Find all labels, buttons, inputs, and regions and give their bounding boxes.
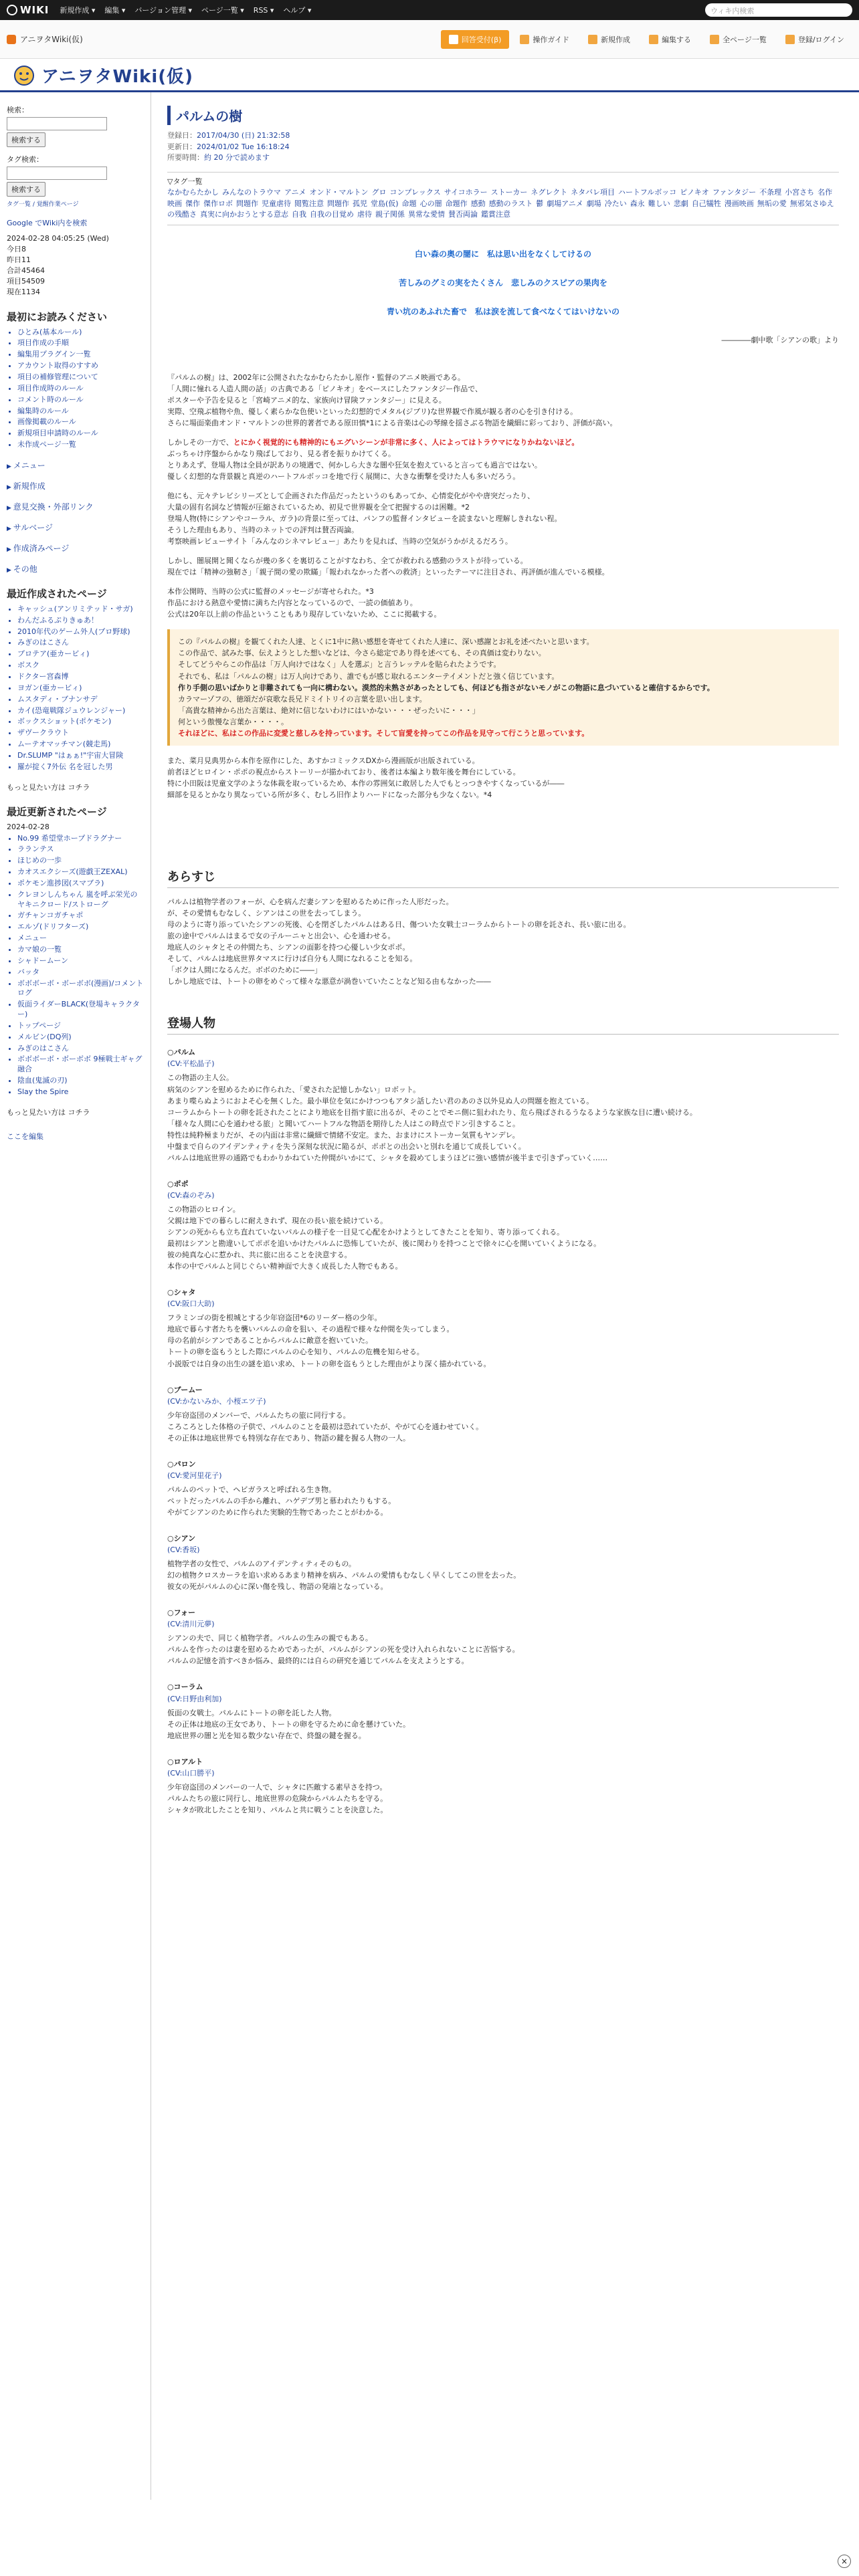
character-name: ○シアン bbox=[167, 1534, 196, 1543]
tag-link[interactable]: なかむらたかし bbox=[167, 188, 219, 197]
character-entry bbox=[167, 1756, 839, 1816]
meta-value: 2024/01/02 Tue 16:18:24 bbox=[197, 142, 290, 151]
wiki-logo-icon bbox=[7, 5, 17, 15]
background-line: そうした理由もあり、当時のネットでの評判は賛否両論。 bbox=[167, 526, 359, 535]
character-cv[interactable]: (CV:愛河里花子) bbox=[167, 1471, 222, 1480]
sidebar-updated-item[interactable]: • メルビン(DQ列) bbox=[17, 1033, 144, 1043]
poem-block bbox=[167, 248, 839, 317]
sidebar-latest-item[interactable]: • ヨガン(亜カービィ) bbox=[17, 683, 144, 693]
character-name: ○パロン bbox=[167, 1459, 196, 1469]
character-cv[interactable]: (CV:山口勝平) bbox=[167, 1768, 215, 1778]
user-icon bbox=[785, 35, 795, 44]
character-entry bbox=[167, 1459, 839, 1518]
sidebar-updated-item[interactable]: • 仮面ライダーBLACK(登場キャラクター) bbox=[17, 1000, 144, 1020]
sidebar-category[interactable]: ▶ 作成済みページ bbox=[7, 542, 144, 554]
tag-link[interactable]: 問題作 bbox=[327, 199, 349, 208]
character-cv[interactable]: (CV:日野由利加) bbox=[167, 1694, 222, 1703]
updated-date: 2024-02-28 bbox=[7, 822, 50, 831]
character-description bbox=[167, 1632, 839, 1667]
message-line: 何という傲慢な言葉か・・・・。 bbox=[178, 717, 288, 726]
tag-link[interactable]: アニメ bbox=[284, 188, 306, 197]
characters-heading: 登場人物 bbox=[167, 1014, 839, 1035]
tag-link[interactable]: 無垢の愛 bbox=[757, 199, 787, 208]
character-entry bbox=[167, 1178, 839, 1272]
tag-link[interactable]: オンド・マルトン bbox=[309, 188, 369, 197]
tag-link[interactable]: 劇場 bbox=[586, 199, 601, 208]
close-icon[interactable]: × bbox=[838, 2555, 851, 2568]
tag-link[interactable]: 命題 bbox=[401, 199, 417, 208]
more-link-1[interactable]: もっと見たい方は コチラ bbox=[7, 782, 90, 792]
sidebar-latest-item[interactable]: • ムスタディ・ブナンサデ bbox=[17, 695, 144, 705]
sidebar-latest-item[interactable]: • カイ(恐竜戦隊ジュウレンジャー) bbox=[17, 706, 144, 716]
menu-help[interactable]: ヘルプ ▾ bbox=[283, 6, 312, 15]
tag-search-button[interactable]: 検索する bbox=[7, 182, 45, 197]
chat-icon bbox=[449, 35, 458, 44]
character-line: コーラムからトートの卵を託されたことにより地底を目指す旅に出るが、そのことでモニ側に狙われたり、危ら飛ばされるうなるような家族な目に遭い続ける。 bbox=[167, 1107, 697, 1117]
latest-created-list bbox=[7, 605, 144, 772]
guide-icon bbox=[520, 35, 529, 44]
character-line: その正体は地底世界でも特別な存在であり、物語の鍵を握る人物の一人。 bbox=[167, 1433, 410, 1442]
tag-list bbox=[167, 172, 839, 225]
sidebar-updated-item[interactable]: • みぎのはこさん bbox=[17, 1044, 144, 1054]
tag-link[interactable]: 児童虐待 bbox=[262, 199, 291, 208]
sidebar-updated-item[interactable]: • バッタ bbox=[17, 968, 144, 978]
poem-line: 苦しみのグミの実をたくさん 悲しみのクスピアの果肉を bbox=[399, 278, 607, 288]
character-line: フラミンゴの街を根城とする少年窃盗団*6のリーダー格の少年。 bbox=[167, 1313, 382, 1323]
tag-link[interactable]: サイコホラー bbox=[444, 188, 488, 197]
site-title[interactable]: アニヲタWiki(仮) bbox=[41, 67, 193, 87]
menu-version[interactable]: バージョン管理 ▾ bbox=[134, 6, 192, 15]
intro-line: 実際、空飛ぶ植物や魚、優しく素らかな色使いといった幻想的でメタル(ジブリ)な世界観で作風が観る者の心を引き付ける。 bbox=[167, 407, 578, 416]
tag-link[interactable]: 自我の目覚め bbox=[310, 210, 354, 219]
character-line: 父親は地下での暮らしに耐えきれず、現在の長い旅を続けている。 bbox=[167, 1216, 388, 1225]
tag-heading: ▽タグ一覧 bbox=[167, 177, 203, 186]
tag-link[interactable]: 冷たい bbox=[604, 199, 627, 208]
sidebar-updated-item[interactable]: • ポケモン進捗図(スマブラ) bbox=[17, 879, 144, 889]
all-pages-button[interactable]: 全ページ一覧 bbox=[702, 30, 775, 49]
tag-link[interactable]: 問題作 bbox=[236, 199, 258, 208]
character-entry bbox=[167, 1533, 839, 1592]
sidebar-read-first-item[interactable]: • 項目の補修管理について bbox=[17, 372, 144, 383]
character-line: 彼の純真な心に惹かれ、共に旅に出ることを決意する。 bbox=[167, 1251, 352, 1260]
tag-link[interactable]: 感動 bbox=[470, 199, 486, 208]
read-first-list bbox=[7, 328, 144, 450]
character-line: パルムを作ったのは妻を慰めるためであったが、パルムがシアンの死を受け入れられないことに苦悩する。 bbox=[167, 1645, 520, 1654]
tag-link[interactable]: 鬱 bbox=[536, 199, 544, 208]
page-meta bbox=[167, 130, 839, 164]
character-entry bbox=[167, 1384, 839, 1444]
character-line: この物語の主人公。 bbox=[167, 1073, 233, 1083]
synopsis-line: そして、パルムは地底世界タマスに行けば自分も人間になれることを知る。 bbox=[167, 954, 417, 964]
message-line: この作品で、試みた事、伝えようとした想いなどは、今さら総定であり得を述べても、その真価は変わりない。 bbox=[178, 649, 546, 658]
recently-updated-heading: 最近更新されたページ bbox=[7, 805, 107, 818]
character-line: ころころとした体格の子供で、パルムのことを最初は恐れていたが、やがて心を通わせていく。 bbox=[167, 1422, 484, 1431]
comic-line: 特に小田阪は児童文学のような体裁を取っているため、本作の雰囲気に敢居した人でもとっつきやすくなっているが―― bbox=[167, 778, 565, 788]
tag-link[interactable]: 傑作 bbox=[185, 199, 200, 208]
search-label: 検索： bbox=[7, 106, 29, 114]
sidebar-latest-item[interactable]: • 2010年代のゲーム外人(プロ野球) bbox=[17, 627, 144, 637]
tag-link[interactable]: ピノキオ bbox=[680, 188, 709, 197]
menu-new[interactable]: 新規作成 ▾ bbox=[60, 6, 96, 15]
sidebar-read-first-item[interactable]: • 項目作成時のルール bbox=[17, 384, 144, 394]
character-name: ○ブームー bbox=[167, 1385, 203, 1394]
sidebar-latest-item[interactable]: • みぎのはこさん bbox=[17, 638, 144, 648]
character-entry bbox=[167, 1681, 839, 1741]
site-icon bbox=[7, 35, 16, 44]
sidebar-updated-item[interactable]: • エルゾ(ドリフターズ) bbox=[17, 922, 144, 932]
tag-search-label: タグ検索： bbox=[7, 155, 43, 164]
sidebar-read-first-item[interactable]: • 未作成ページ一覧 bbox=[17, 440, 144, 450]
sidebar-latest-item[interactable]: • ドクター宮森博 bbox=[17, 672, 144, 682]
character-name: ○シャタ bbox=[167, 1288, 196, 1297]
character-name: ○ロアルト bbox=[167, 1757, 203, 1766]
character-line: シャタが敗北したことを知り、パルムと共に戦うことを決意した。 bbox=[167, 1805, 388, 1814]
tag-link[interactable]: ハートフルボッコ bbox=[618, 188, 677, 197]
character-line: あまり喋らぬようにおよそ心を無くした。最小単位を気にかけつつもアタシ話したい君のあのさ以外見ぬ人の問題を抱えている。 bbox=[167, 1096, 594, 1105]
page-title: パルムの樹 bbox=[167, 106, 839, 125]
intro-line: さらに場面楽曲オンド・マルトンの世界的著者である原田慎*1による音楽は心の琴線を揺さぶる物語を繊細に彩っており、評価が高い。 bbox=[167, 418, 617, 427]
sidebar-updated-item[interactable]: • メニュー bbox=[17, 934, 144, 944]
sidebar-read-first-item[interactable]: • アカウント取得のすすめ bbox=[17, 361, 144, 371]
menu-rss[interactable]: RSS ▾ bbox=[253, 5, 274, 15]
sidebar-updated-item[interactable]: • シャドームーン bbox=[17, 956, 144, 966]
tag-search-input[interactable] bbox=[7, 167, 107, 180]
access-stats: 2024-02-28 04:05:25 (Wed) 今日8 昨日11 合計45464 項目54509 現在1134 bbox=[7, 234, 109, 296]
intro-paragraph bbox=[167, 372, 839, 429]
sidebar-updated-item[interactable]: • ラランテス bbox=[17, 845, 144, 855]
character-line: 「様々な人間に心を通わせる旅」と聞いてハートフルな物語を期待した人はこの時点でドン引きすること。 bbox=[167, 1119, 520, 1128]
new-page-button[interactable]: 新規作成 bbox=[580, 30, 638, 49]
tag-link[interactable]: 真実に向かおうとする意志 bbox=[200, 210, 288, 219]
character-cv[interactable]: (CV:清川元夢) bbox=[167, 1620, 215, 1629]
sidebar-updated-item[interactable]: • 陰血(鬼滅の刃) bbox=[17, 1076, 144, 1086]
character-line: 特性は純粋極まりだが、その内面は非常に繊細で情緒不安定。また、おまけにストーカー気質もヤンデレ。 bbox=[167, 1130, 520, 1140]
top-menu-bar bbox=[0, 0, 859, 20]
synopsis-line: 地底人のシャタとその仲間たち、シアンの面影を持つ心優しい少女ポポ。 bbox=[167, 943, 410, 952]
background-line: 考察映画レビューサイト「みんなのシネマレビュー」あたりを見れば、当時の空気がうかがえるだろう。 bbox=[167, 537, 512, 546]
login-button[interactable]: 登録/ログイン bbox=[777, 30, 852, 49]
sidebar-updated-item[interactable]: • カオスエクシーズ(遊戯王ZEXAL) bbox=[17, 867, 144, 877]
character-line: この物語のヒロイン。 bbox=[167, 1204, 240, 1214]
category-list bbox=[7, 459, 144, 574]
site-toolbar bbox=[0, 20, 859, 59]
tag-link[interactable]: 難しい bbox=[648, 199, 670, 208]
background-line: 他にも、元々テレビシリーズとして企画された作品だったというのもあってか、心情変化がやや唐突だったり、 bbox=[167, 491, 535, 500]
character-line: 植物学者の女性で、パルムのアイデンティティそのもの。 bbox=[167, 1560, 356, 1569]
character-line: パルムのペットで、ヘビガラスと呼ばれる生き物。 bbox=[167, 1485, 337, 1494]
character-line: シアンの夫で、同じく植物学者。パルムの生みの親でもある。 bbox=[167, 1634, 373, 1643]
sidebar-updated-item[interactable]: • No.99 希望堂ホープドラグナー bbox=[17, 834, 144, 844]
character-cv[interactable]: (CV:平松晶子) bbox=[167, 1059, 215, 1069]
tag-link[interactable]: ネグレクト bbox=[531, 188, 568, 197]
character-line: ペットだったパルムの手から離れ、ハゲデブ男と慕われたりもする。 bbox=[167, 1496, 396, 1505]
tag-link[interactable]: ストーカー bbox=[490, 188, 528, 197]
character-line: 最初はシアンと勘違いしてポポを追いかけたパルムに恐怖していたが、後に関わりを持つことで徐々に心を開いていくようになる。 bbox=[167, 1239, 601, 1249]
character-description bbox=[167, 1410, 839, 1444]
sidebar-latest-item[interactable]: • ザヴークラウト bbox=[17, 728, 144, 738]
character-line: 地底で暮らす者たちを襲いパルムの命を狙い、その過程で様々な仲間を失ってしまう。 bbox=[167, 1325, 454, 1334]
meta-label: 所要時間： bbox=[167, 153, 204, 162]
meta-row bbox=[167, 142, 839, 153]
tag-link[interactable]: 賛否両論 bbox=[448, 210, 478, 219]
sidebar-latest-item[interactable]: • キャッシュ(アンリミテッド・サガ) bbox=[17, 605, 144, 615]
sidebar-updated-item[interactable]: • トップページ bbox=[17, 1021, 144, 1031]
message-line: それでも、私は「パルムの樹」は万人向けであり、誰でもが感じ取れるエンターテイメントだと強く信じています。 bbox=[178, 671, 559, 681]
poem-line: 白い森の奥の闇に 私は思い出をなくしてけるの bbox=[414, 249, 591, 259]
message-line: そしてどうやらこの作品は「万人向けではなく」人を選ぶ」と言うレッテルを貼られたようです。 bbox=[178, 660, 501, 669]
meta-row bbox=[167, 152, 839, 164]
synopsis-heading: あらすじ bbox=[167, 867, 839, 888]
message-intro-line: 公式は20年以上前の作品ということもあり現存していないため、ここに掲載する。 bbox=[167, 610, 442, 619]
character-cv[interactable]: (CV:かないみか、小桜エツ子) bbox=[167, 1396, 266, 1406]
background-line: 登場人物(特にシアンやコーラル、ガラ)の背景に至っては、パンフの監督インタビューを読まないと理解しきれない程。 bbox=[167, 514, 562, 524]
character-description bbox=[167, 1782, 839, 1816]
site-name[interactable]: アニヲタWiki(仮) bbox=[7, 33, 83, 45]
sidebar-read-first-item[interactable]: • 編集用プラグイン一覧 bbox=[17, 350, 144, 360]
character-cv[interactable]: (CV:阪口大助) bbox=[167, 1299, 215, 1309]
comic-line: また、菜月見典男から本作を原作にした、あすかコミックスDXから漫画版が出版されている。 bbox=[167, 756, 480, 765]
character-entry bbox=[167, 1047, 839, 1163]
character-line: 少年窃盗団のメンバーで、パルムたちの旅に同行する。 bbox=[167, 1410, 351, 1420]
character-name: ○ポポ bbox=[167, 1179, 189, 1188]
tag-link[interactable]: 孤児 bbox=[353, 199, 367, 208]
director-message-box bbox=[167, 629, 839, 745]
tag-link[interactable]: 感動のラスト bbox=[488, 199, 533, 208]
tag-link[interactable]: 心の闇 bbox=[419, 199, 442, 208]
intro-line: 「人間に憧れる人造人間の話」の古典である「ピノキオ」をベースにしたファンタジー作品で、 bbox=[167, 384, 483, 393]
google-search-link[interactable]: Google でWiki内を検索 bbox=[7, 219, 88, 227]
character-line: パルムは地底世界の通路でもわかりかねていた仲間がいかにて、シャタを殺めてしまうほどに強い感情が後半まで引きずっていく…… bbox=[167, 1153, 608, 1162]
sidebar-latest-item[interactable]: • プロテア(亜カービィ) bbox=[17, 649, 144, 659]
edit-sidebar-link[interactable]: ここを編集 bbox=[7, 1132, 43, 1141]
tag-list-link[interactable]: タグ一覧 / 覚醒作業ページ bbox=[7, 201, 79, 208]
edit-button[interactable]: 編集する bbox=[641, 30, 699, 49]
character-line: やがてシアンのために作られた実験的生物であったことがわかる。 bbox=[167, 1507, 388, 1517]
character-line: トートの卵を盗もうとした際にパルムの心を知り、パルムの危機を知らせる。 bbox=[167, 1348, 424, 1357]
sidebar-search-button[interactable]: 検索する bbox=[7, 132, 45, 147]
poem-source: ――――劇中歌「シアンの歌」より bbox=[721, 335, 839, 344]
sidebar-updated-item[interactable]: • カマ娘の一覧 bbox=[17, 945, 144, 955]
character-list bbox=[167, 1047, 839, 1816]
character-line: シアンの死からも立ち直れていないパルムの様子を一目見て心配をかけようとしてきたことを知り、寄り添ってくれる。 bbox=[167, 1228, 565, 1237]
synopsis-line: 母のように寄り添っていたシアンの死後、心を閉ざしたパルムはある日、傷ついた女戦士コーラムからトートの卵を託され、長い旅に出る。 bbox=[167, 920, 631, 930]
sidebar-updated-item[interactable]: • ガチャンコガチャポ bbox=[17, 911, 144, 921]
character-line: 彼女の死がパルムの心に深い傷を残し、物語の発端となっている。 bbox=[167, 1582, 388, 1592]
more-link-2[interactable]: もっと見たい方は コチラ bbox=[7, 1107, 90, 1117]
tag-link[interactable]: コンプレックス bbox=[389, 188, 441, 197]
tag-link[interactable]: ネタバレ項目 bbox=[571, 188, 615, 197]
background-paragraph bbox=[167, 490, 839, 547]
character-line: 少年窃盗団のメンバーの一人で、シャタに匹敵する素早さを持つ。 bbox=[167, 1782, 387, 1792]
comic-line: 細部を見るとかなり異なっている所が多く、むしろ旧作よりハードになった部分も少なくない。*4 bbox=[167, 790, 492, 799]
latest-created-heading: 最近作成されたページ bbox=[7, 587, 107, 600]
main-content bbox=[151, 92, 859, 2500]
tag-link[interactable]: 無邪気さゆえの残酷さ bbox=[167, 199, 834, 219]
message-line: カラマーゾフの、徳頌だが哀歌な長兄ドミイトリイの言葉を思い出します。 bbox=[178, 694, 427, 704]
tag-link[interactable]: みんなのトラウマ bbox=[222, 188, 281, 197]
wiki-logo[interactable]: WIKI bbox=[7, 4, 49, 16]
sidebar-category[interactable]: ▶ サルベージ bbox=[7, 522, 144, 533]
synopsis-line: パルムは植物学者のフォーが、心を病んだ妻シアンを慰めるために作った人形だった。 bbox=[167, 897, 454, 906]
synopsis-line: が、その愛情もむなしく、シアンはこの世を去ってしまう。 bbox=[167, 909, 366, 918]
wiki-search-input[interactable]: ウィキ内検索 bbox=[705, 3, 852, 17]
sidebar-category[interactable]: ▶ 新規作成 bbox=[7, 480, 144, 492]
comic-line: 前者ほどヒロイン・ポポの視点からストーリーが描かれており、後者は本編より数年後を舞台にしている。 bbox=[167, 767, 520, 776]
tag-link[interactable]: 悲劇 bbox=[673, 199, 688, 208]
sidebar-updated-item[interactable]: • ほじめの一歩 bbox=[17, 856, 144, 866]
character-name: ○フォー bbox=[167, 1608, 196, 1618]
site-mascot-icon bbox=[11, 64, 37, 87]
tag-link[interactable]: 親子関係 bbox=[375, 210, 405, 219]
menu-page-list[interactable]: ページ一覧 ▾ bbox=[201, 6, 244, 15]
tag-link[interactable]: ファンタジー bbox=[712, 188, 757, 197]
character-line: 仮面の女戦士。パルムにトートの卵を託した人物。 bbox=[167, 1708, 337, 1717]
character-entry bbox=[167, 1287, 839, 1369]
sidebar-updated-item[interactable]: • ボボボーボ・ボーボボ(漫画)/コメントログ bbox=[17, 979, 144, 999]
tag-link[interactable]: 自我 bbox=[292, 210, 306, 219]
tag-link[interactable]: 森永 bbox=[630, 199, 645, 208]
tag-link[interactable]: 不条理 bbox=[759, 188, 782, 197]
sidebar-category[interactable]: ▶ メニュー bbox=[7, 459, 144, 471]
message-line: 作り手側の思いばかりと非難されても一向に構わない。漠然的未熟さがあったとしても、何ほども指さがないモノがこの物語に息づいていると確信するからです。 bbox=[178, 683, 714, 692]
sidebar-latest-item[interactable]: • Dr.SLUMP "はぁぁ!"宇宙大冒険 bbox=[17, 751, 144, 761]
answer-button[interactable]: 回答受付(β) bbox=[441, 30, 510, 49]
sidebar-latest-item[interactable]: • ムーテオマッチマン(競走馬) bbox=[17, 740, 144, 750]
sidebar-updated-item[interactable]: • クレヨンしんちゃん 嵐を呼ぶ栄光のヤキニクロード/ストローグ bbox=[17, 890, 144, 910]
synopsis-paragraph bbox=[167, 896, 839, 987]
message-line: この『パルムの樹』を観てくれた人達、とくに1中に熱い感想を寄せてくれた人達に、深い感謝とお礼を述べたいと思います。 bbox=[178, 637, 594, 647]
sidebar-read-first-item[interactable]: • コメント時のルール bbox=[17, 395, 144, 405]
character-line: 母の名前がシアンであることからパルムに敵意を抱いていた。 bbox=[167, 1336, 373, 1346]
message-intro-line: 作品における熱意や愛情に満ちた内容となっているので、一読の価値あり。 bbox=[167, 599, 417, 608]
background-line: 大量の固有名詞など情報が圧縮されているため、初見で世界観を全て把握するのは困難。*2 bbox=[167, 502, 470, 512]
comic-paragraph bbox=[167, 755, 839, 800]
synopsis-line: しかし地底では、トートの卵をめぐって様々な悪意が渦巻いていたことなど知る由もなかった―― bbox=[167, 977, 491, 986]
intro-line: ポスターや予告を見ると「宮崎アニメ的な、家族向け冒険ファンタジー」に見える。 bbox=[167, 395, 446, 405]
sidebar-category[interactable]: ▶ 意見交換・外部リンク bbox=[7, 501, 144, 512]
tag-link[interactable]: 鑑賞注意 bbox=[481, 210, 510, 219]
message-intro-paragraph bbox=[167, 586, 839, 620]
message-line: それほどに、私はこの作品に変愛と慈しみを持っています。そして盲愛を持ってこの作品を見守って行こうと思っています。 bbox=[178, 728, 589, 738]
sidebar bbox=[0, 92, 151, 2500]
list-icon bbox=[710, 35, 719, 44]
character-line: パルムの記憶を消すべきか悩み、最終的には自らの研究を通じてパルムを支えようとする。 bbox=[167, 1656, 469, 1666]
sidebar-latest-item[interactable]: • 羅が掟く7外伝 名を冠した男 bbox=[17, 762, 144, 772]
character-description bbox=[167, 1204, 839, 1272]
intro-line: 『パルムの樹』は、2002年に公開されたなかむらたかし原作・監督のアニメ映画である。 bbox=[167, 372, 466, 382]
meta-value: 約 20 分で読めます bbox=[204, 153, 270, 162]
evaluation-paragraph: しかし、闇展開と聞くならが幾の多くを裏切ることがすなわち、全てが救われる感動のラストが待っている。 現在では「精神の強靭さ」「親子間の愛の欺瞞」「報われなかった者への救済」といったテーマに注目され、再評価が進んでいる模様。 bbox=[167, 556, 609, 577]
tag-link[interactable]: 傑作ロボ bbox=[203, 199, 233, 208]
character-cv[interactable]: (CV:森のぞみ) bbox=[167, 1190, 215, 1200]
sidebar-read-first-item[interactable]: • 新規項目申請時のルール bbox=[17, 429, 144, 439]
synopsis-line: 「ボクは人間になるんだ。ボボのために――」 bbox=[167, 966, 322, 975]
tag-link[interactable]: グロ bbox=[371, 188, 387, 197]
sidebar-read-first-item[interactable]: • 画像掲載のルール bbox=[17, 417, 144, 427]
synopsis-line: 旅の途中でパルムはまるで女の子ルーニャと出会い、心を通わせる。 bbox=[167, 932, 395, 941]
sidebar-latest-item[interactable]: • ボスク bbox=[17, 661, 144, 671]
sidebar-latest-item[interactable]: • ボックスショット(ポケモン) bbox=[17, 717, 144, 727]
character-cv[interactable]: (CV:香坂) bbox=[167, 1545, 200, 1555]
recently-updated-list bbox=[7, 834, 144, 1097]
tag-link[interactable]: 名作映画 bbox=[167, 188, 833, 208]
sidebar-read-first-item[interactable]: • ひとみ(基本ルール) bbox=[17, 328, 144, 338]
character-line: パルムたちの旅に同行し、地底世界の危険からパルムたちを守る。 bbox=[167, 1794, 388, 1803]
sidebar-read-first-item[interactable]: • 編集時のルール bbox=[17, 407, 144, 417]
meta-label: 更新日： bbox=[167, 142, 197, 151]
warning-paragraph: しかしその一方で、とにかく視覚的にも精神的にもエグいシーンが非常に多く、人によってはトラウマになりかねないほど。 ぶっちゃけ序盤からかなり飛ばしており、見る者を振りかけてくる。 とりあえず、登場人物は全員が訳ありの境遇で、何かしら大きな闇や狂気を抱えていると言っても過言ではない。 優しく幻想的な背景観と真逆のハートフルボッコを地で行く展開に、大きな衝撃を受けた人も多いだろう。 bbox=[167, 437, 579, 481]
character-line: 小説版では自身の出生の謎を追い求め、トートの卵を盗もうとした理由がより深く描かれている。 bbox=[167, 1359, 491, 1368]
character-description bbox=[167, 1484, 839, 1518]
character-line: 幻の植物クロスカーラを追い求めるあまり精神を病み、パルムの愛情もむなしく早くしてこの世を去った。 bbox=[167, 1571, 521, 1580]
read-first-heading: 最初にお読みください bbox=[7, 310, 108, 323]
tag-link[interactable]: 異常な愛情 bbox=[408, 210, 445, 219]
sidebar-read-first-item[interactable]: • 項目作成の手順 bbox=[17, 338, 144, 348]
tag-link[interactable]: 自己犠牲 bbox=[691, 199, 721, 208]
character-description bbox=[167, 1072, 839, 1163]
character-line: 地底世界の闇と光を知る数少ない存在で、終盤の鍵を握る。 bbox=[167, 1731, 366, 1740]
character-description bbox=[167, 1707, 839, 1741]
character-line: 中盤まで自らのアイデンティティを失う深刻な状況に陥るが、ポポとの出会いと別れを通じて成長していく。 bbox=[167, 1142, 526, 1151]
character-description bbox=[167, 1312, 839, 1369]
character-entry bbox=[167, 1607, 839, 1667]
character-name: ○パルム bbox=[167, 1048, 196, 1057]
character-name: ○コーラム bbox=[167, 1683, 203, 1692]
pencil-icon bbox=[649, 35, 658, 44]
meta-row bbox=[167, 130, 839, 142]
plus-icon bbox=[588, 35, 597, 44]
tag-link[interactable]: 閲覧注意 bbox=[294, 199, 324, 208]
tag-link[interactable]: 小宮さち bbox=[785, 188, 815, 197]
poem-line: 青い坑のあふれた畜で 私は涙を流して食べなくてはいけないの bbox=[386, 306, 619, 316]
message-line: 「高貴な精神から出た言葉は、絶対に信じないわけにはいかない・・・ぜったいに・・・」 bbox=[178, 706, 480, 715]
menu-edit[interactable]: 編集 ▾ bbox=[104, 6, 126, 15]
tag-link[interactable]: 堂島(仮) bbox=[371, 199, 399, 208]
message-intro-line: 本作公開時、当時の公式に監督のメッセージが寄せられた。*3 bbox=[167, 587, 374, 597]
character-description bbox=[167, 1558, 839, 1592]
sidebar-updated-item[interactable]: • Slay the Spire bbox=[17, 1087, 144, 1097]
tag-link[interactable]: 劇場アニメ bbox=[547, 199, 583, 208]
meta-value: 2017/04/30 (日) 21:32:58 bbox=[197, 131, 290, 140]
tag-link[interactable]: 虐待 bbox=[357, 210, 372, 219]
character-line: その正体は地底の王女であり、トートの卵を守るために命を懸けていた。 bbox=[167, 1719, 410, 1729]
tag-link[interactable]: 漫画映画 bbox=[724, 199, 754, 208]
sidebar-updated-item[interactable]: • ボボボーボ・ボーボボ 9極戦士ギャグ融合 bbox=[17, 1055, 144, 1075]
character-line: 本作の中でパルムと同じぐらい精神面で大きく成長した人物でもある。 bbox=[167, 1262, 403, 1271]
guide-button[interactable]: 操作ガイド bbox=[512, 30, 577, 49]
sidebar-latest-item[interactable]: • わんだふるぷりきゅあ！ bbox=[17, 616, 144, 626]
character-line: 病気のシアンを慰めるために作られた、「愛された記憶しかない」ロボット。 bbox=[167, 1085, 421, 1094]
sidebar-search-input[interactable] bbox=[7, 117, 107, 130]
tag-link[interactable]: 命題作 bbox=[445, 199, 468, 208]
meta-label: 登録日： bbox=[167, 131, 197, 140]
sidebar-category[interactable]: ▶ その他 bbox=[7, 563, 144, 574]
site-header bbox=[0, 59, 859, 92]
